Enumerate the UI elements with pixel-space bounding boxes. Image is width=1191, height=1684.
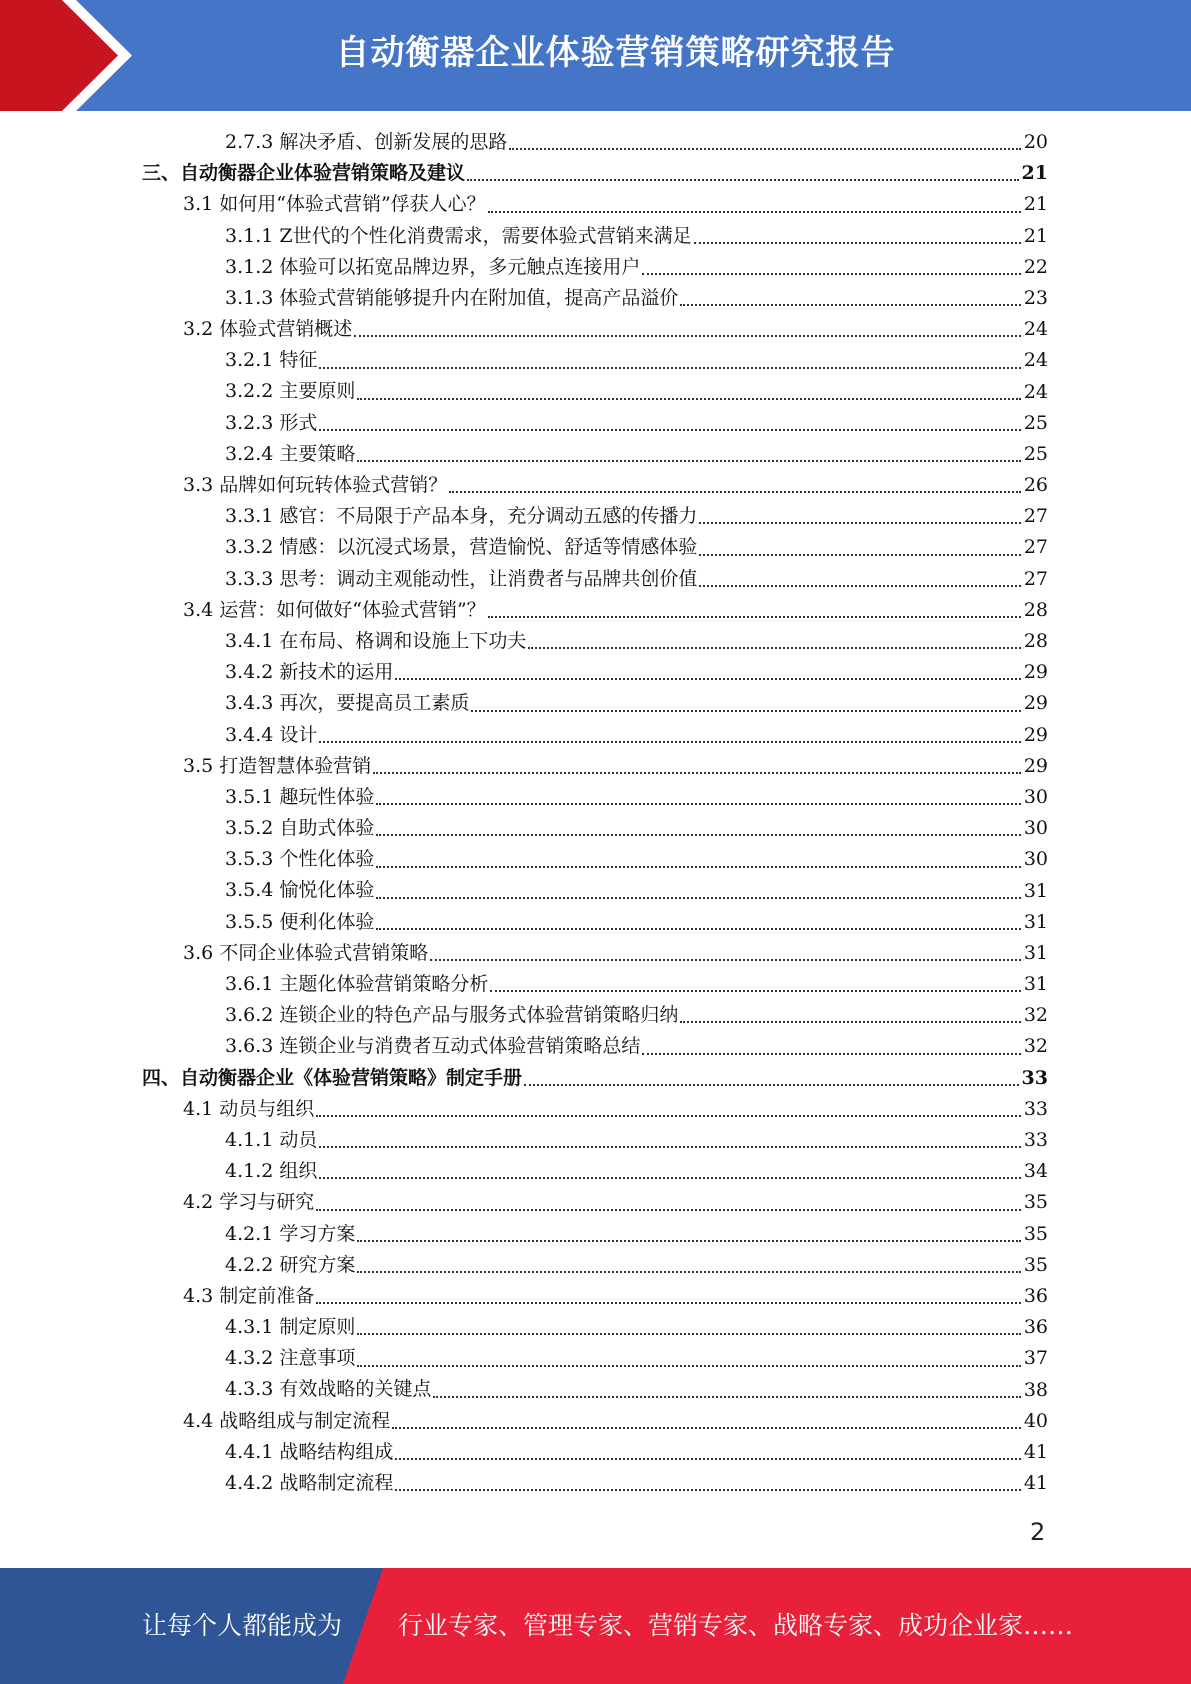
- toc-entry-title: 3.5 打造智慧体验营销: [183, 754, 372, 777]
- toc-entry-line: [225, 252, 1023, 283]
- dot-leader: [376, 858, 1020, 868]
- toc-entry[interactable]: [0, 470, 1191, 501]
- dot-leader: [316, 1294, 1021, 1304]
- toc-entry-page: 24: [1023, 380, 1048, 403]
- toc-entry[interactable]: [0, 876, 1191, 907]
- toc-entry-line: [142, 158, 1021, 189]
- toc-entry[interactable]: [0, 1250, 1191, 1281]
- toc-entry-page: 41: [1023, 1472, 1048, 1495]
- toc-entry-title: 3.4.1 在布局、格调和设施上下功夫: [225, 629, 527, 652]
- toc-entry-title: 3.1.2 体验可以拓宽品牌边界，多元触点连接用户: [225, 255, 641, 278]
- toc-entry-page: 25: [1023, 411, 1048, 434]
- dot-leader: [316, 1201, 1021, 1211]
- toc-entry[interactable]: [0, 1375, 1191, 1406]
- toc-entry[interactable]: [0, 1437, 1191, 1468]
- toc-entry-line: [142, 1063, 1021, 1094]
- toc-entry[interactable]: [0, 283, 1191, 314]
- toc-entry-line: [225, 532, 1023, 563]
- report-title: 自动衡器企业体验营销策略研究报告: [335, 33, 896, 73]
- toc-entry-page: 41: [1023, 1440, 1048, 1463]
- toc-entry-line: [225, 1468, 1023, 1499]
- toc-entry[interactable]: [0, 1094, 1191, 1125]
- toc-entry-line: [225, 813, 1023, 844]
- toc-entry-line: [225, 345, 1023, 376]
- toc-entry[interactable]: [0, 844, 1191, 875]
- toc-entry-title: 2.7.3 解决矛盾、创新发展的思路: [225, 130, 508, 153]
- toc-entry-title: 3.4.4 设计: [225, 723, 318, 746]
- page-footer: [0, 1568, 1191, 1684]
- toc-entry-page: 26: [1023, 474, 1048, 497]
- toc-entry-page: 33: [1021, 1066, 1048, 1089]
- dot-leader: [357, 1357, 1020, 1367]
- dot-leader: [430, 951, 1021, 961]
- dot-leader: [316, 1107, 1021, 1117]
- toc-entry-title: 3.2.2 主要原则: [225, 380, 356, 403]
- dot-leader: [319, 359, 1020, 369]
- toc-entry-title: 4.3.2 注意事项: [225, 1347, 356, 1370]
- toc-entry-line: [225, 127, 1023, 158]
- toc-entry[interactable]: [0, 1406, 1191, 1437]
- toc-entry-line: [183, 470, 1023, 501]
- toc-entry-page: 24: [1023, 349, 1048, 372]
- toc-entry-line: [225, 1000, 1023, 1031]
- toc-entry-page: 33: [1023, 1129, 1048, 1151]
- toc-entry-title: 4.2.1 学习方案: [225, 1222, 356, 1245]
- toc-entry-line: [183, 1406, 1023, 1437]
- dot-leader: [357, 1232, 1020, 1242]
- toc-entry-title: 3.1.3 体验式营销能够提升内在附加值，提高产品溢价: [225, 286, 679, 309]
- toc-entry-line: [183, 1281, 1023, 1312]
- toc-entry[interactable]: [0, 1000, 1191, 1031]
- dot-leader: [488, 203, 1021, 213]
- toc-entry[interactable]: [0, 813, 1191, 844]
- toc-entry-title: 4.4.2 战略制定流程: [225, 1472, 394, 1495]
- toc-entry[interactable]: [0, 1312, 1191, 1343]
- dot-leader: [357, 452, 1020, 462]
- toc-entry-title: 四、自动衡器企业《体验营销策略》制定手册: [142, 1066, 523, 1089]
- dot-leader: [376, 920, 1020, 930]
- dot-leader: [524, 1076, 1019, 1086]
- toc-entry[interactable]: [0, 1343, 1191, 1374]
- toc-entry-title: 3.1.1 Z世代的个性化消费需求，需要体验式营销来满足: [225, 224, 692, 247]
- toc-entry[interactable]: [0, 314, 1191, 345]
- toc-entry[interactable]: [0, 127, 1191, 158]
- toc-entry-page: 29: [1023, 692, 1048, 715]
- toc-entry[interactable]: [0, 1031, 1191, 1062]
- toc-entry-line: [225, 626, 1023, 657]
- toc-entry-page: 35: [1023, 1191, 1048, 1214]
- toc-entry-page: 27: [1023, 567, 1048, 590]
- toc-entry-page: 38: [1023, 1378, 1048, 1401]
- toc-entry-title: 3.6.2 连锁企业的特色产品与服务式体验营销策略归纳: [225, 1004, 679, 1027]
- toc-entry-title: 4.3 制定前准备: [183, 1284, 315, 1307]
- toc-entry-page: 37: [1023, 1347, 1048, 1370]
- toc-entry[interactable]: [0, 377, 1191, 408]
- toc-entry[interactable]: [0, 564, 1191, 595]
- toc-entry-page: 35: [1023, 1222, 1048, 1245]
- dot-leader: [528, 639, 1020, 649]
- dot-leader: [319, 733, 1020, 743]
- toc-entry-page: 34: [1023, 1160, 1048, 1183]
- toc-entry-title: 4.4.1 战略结构组成: [225, 1440, 394, 1463]
- toc-entry[interactable]: [0, 1125, 1191, 1156]
- toc-entry-title: 3.3.2 情感：以沉浸式场景，营造愉悦、舒适等情感体验: [225, 536, 698, 559]
- toc-entry-page: 21: [1023, 193, 1048, 216]
- toc-entry[interactable]: [0, 532, 1191, 563]
- toc-entry-page: 30: [1023, 848, 1048, 871]
- toc-entry-line: [225, 1031, 1023, 1062]
- toc-entry-line: [183, 189, 1023, 220]
- toc-entry-line: [225, 657, 1023, 688]
- toc-entry-page: 28: [1023, 598, 1048, 621]
- toc-entry-title: 3.6.3 连锁企业与消费者互动式体验营销策略总结: [225, 1035, 641, 1058]
- toc-entry-page: 29: [1023, 723, 1048, 746]
- toc-entry[interactable]: [0, 1281, 1191, 1312]
- dot-leader: [376, 795, 1020, 805]
- toc-entry-title: 4.1.1 动员: [225, 1128, 318, 1151]
- toc-entry-line: [225, 439, 1023, 470]
- toc-entry-page: 30: [1023, 817, 1048, 840]
- dot-leader: [319, 1169, 1020, 1179]
- dot-leader: [392, 1419, 1021, 1429]
- toc-entry-title: 3.4 运营：如何做好“体验式营销”？: [183, 598, 486, 621]
- toc-entry-line: [183, 595, 1023, 626]
- toc-entry-line: [225, 844, 1023, 875]
- table-of-contents: [0, 127, 1191, 1499]
- toc-entry-title: 4.3.3 有效战略的关键点: [225, 1378, 432, 1401]
- toc-entry-title: 3.2.4 主要策略: [225, 442, 356, 465]
- toc-entry-page: 31: [1023, 879, 1048, 902]
- dot-leader: [354, 327, 1021, 337]
- dot-leader: [467, 171, 1019, 181]
- toc-entry-line: [225, 876, 1023, 907]
- toc-entry-line: [225, 1219, 1023, 1250]
- dot-leader: [680, 1013, 1020, 1023]
- toc-entry-title: 3.5.4 愉悦化体验: [225, 879, 375, 902]
- toc-entry[interactable]: [0, 907, 1191, 938]
- toc-entry-line: [225, 283, 1023, 314]
- toc-entry-line: [225, 221, 1023, 252]
- dot-leader: [357, 1263, 1020, 1273]
- toc-entry-line: [225, 1125, 1023, 1156]
- toc-entry-title: 3.4.3 再次，要提高员工素质: [225, 692, 470, 715]
- toc-entry[interactable]: [0, 158, 1191, 189]
- toc-entry[interactable]: [0, 688, 1191, 719]
- arrow-chevron-icon: [0, 0, 150, 111]
- toc-entry-title: 4.3.1 制定原则: [225, 1316, 356, 1339]
- toc-entry-page: 36: [1023, 1316, 1048, 1339]
- toc-entry[interactable]: [0, 221, 1191, 252]
- toc-entry-line: [225, 1437, 1023, 1468]
- dot-leader: [433, 1388, 1020, 1398]
- dot-leader: [699, 577, 1020, 587]
- toc-entry-title: 3.5.3 个性化体验: [225, 848, 375, 871]
- toc-entry-line: [225, 501, 1023, 532]
- toc-entry[interactable]: [0, 1468, 1191, 1499]
- toc-entry-page: 31: [1023, 941, 1048, 964]
- toc-entry-title: 3.4.2 新技术的运用: [225, 661, 394, 684]
- toc-entry-title: 3.6 不同企业体验式营销策略: [183, 941, 429, 964]
- toc-entry-line: [225, 408, 1023, 439]
- toc-entry[interactable]: [0, 969, 1191, 1000]
- toc-entry-page: 29: [1023, 754, 1048, 777]
- toc-entry-line: [225, 1312, 1023, 1343]
- toc-entry-page: 27: [1023, 536, 1048, 559]
- dot-leader: [319, 421, 1020, 431]
- toc-entry-page: 22: [1023, 255, 1048, 278]
- toc-entry[interactable]: [0, 252, 1191, 283]
- footer-slogan-right: 行业专家、管理专家、营销专家、战略专家、成功企业家……: [398, 1611, 1074, 1640]
- toc-entry-title: 3.5.1 趣玩性体验: [225, 785, 375, 808]
- toc-entry-title: 3.6.1 主题化体验营销策略分析: [225, 973, 489, 996]
- toc-entry-title: 3.3 品牌如何玩转体验式营销？: [183, 474, 448, 497]
- toc-entry-page: 29: [1023, 661, 1048, 684]
- toc-entry-page: 23: [1023, 286, 1048, 309]
- toc-entry[interactable]: [0, 626, 1191, 657]
- toc-entry-page: 20: [1023, 131, 1048, 153]
- dot-leader: [449, 483, 1021, 493]
- page-header: [0, 0, 1191, 111]
- toc-entry[interactable]: [0, 751, 1191, 782]
- dot-leader: [699, 514, 1020, 524]
- toc-entry[interactable]: [0, 720, 1191, 751]
- toc-entry[interactable]: [0, 1219, 1191, 1250]
- page-number: 2: [1030, 1518, 1046, 1546]
- toc-entry-page: 35: [1023, 1253, 1048, 1276]
- toc-entry-title: 3.2.1 特征: [225, 349, 318, 372]
- toc-entry[interactable]: [0, 189, 1191, 220]
- toc-entry-line: [225, 969, 1023, 1000]
- toc-entry[interactable]: [0, 595, 1191, 626]
- dot-leader: [357, 390, 1020, 400]
- toc-entry-title: 3.3.3 思考：调动主观能动性，让消费者与品牌共创价值: [225, 567, 698, 590]
- toc-entry[interactable]: [0, 345, 1191, 376]
- dot-leader: [373, 764, 1021, 774]
- toc-entry-page: 36: [1023, 1284, 1048, 1307]
- footer-slogan-left: 让每个人都能成为: [142, 1611, 343, 1640]
- dot-leader: [642, 265, 1020, 275]
- toc-entry-line: [225, 720, 1023, 751]
- toc-entry-page: 31: [1023, 910, 1048, 933]
- toc-entry-title: 3.5.2 自助式体验: [225, 817, 375, 840]
- dot-leader: [642, 1045, 1020, 1055]
- toc-entry-title: 三、自动衡器企业体验营销策略及建议: [142, 162, 466, 185]
- dot-leader: [319, 1138, 1020, 1148]
- toc-entry-page: 30: [1023, 785, 1048, 808]
- toc-entry-page: 32: [1023, 1035, 1048, 1058]
- toc-entry-line: [225, 564, 1023, 595]
- toc-entry[interactable]: [0, 1156, 1191, 1187]
- toc-entry-line: [225, 1375, 1023, 1406]
- toc-entry[interactable]: [0, 1187, 1191, 1218]
- dot-leader: [395, 1481, 1020, 1491]
- toc-entry[interactable]: [0, 782, 1191, 813]
- toc-entry-line: [183, 1187, 1023, 1218]
- dot-leader: [471, 702, 1020, 712]
- toc-entry-title: 4.1.2 组织: [225, 1160, 318, 1183]
- toc-entry-title: 4.4 战略组成与制定流程: [183, 1409, 391, 1432]
- dot-leader: [699, 546, 1020, 556]
- toc-entry-title: 4.1 动员与组织: [183, 1097, 315, 1120]
- toc-entry-title: 4.2 学习与研究: [183, 1191, 315, 1214]
- toc-entry-line: [225, 907, 1023, 938]
- dot-leader: [509, 140, 1020, 150]
- toc-entry-line: [225, 1250, 1023, 1281]
- toc-entry-page: 25: [1023, 442, 1048, 465]
- toc-entry-title: 4.2.2 研究方案: [225, 1253, 356, 1276]
- toc-entry[interactable]: [0, 439, 1191, 470]
- toc-entry-page: 27: [1023, 505, 1048, 528]
- toc-entry-title: 3.1 如何用“体验式营销”俘获人心？: [183, 193, 486, 216]
- toc-entry[interactable]: [0, 1063, 1191, 1094]
- toc-entry[interactable]: [0, 501, 1191, 532]
- toc-entry-title: 3.2.3 形式: [225, 411, 318, 434]
- toc-entry-page: 21: [1023, 224, 1048, 247]
- toc-entry-title: 3.3.1 感官：不局限于产品本身，充分调动五感的传播力: [225, 505, 698, 528]
- dot-leader: [376, 889, 1020, 899]
- toc-entry-title: 3.2 体验式营销概述: [183, 318, 353, 341]
- toc-entry-page: 21: [1021, 162, 1048, 185]
- toc-entry[interactable]: [0, 657, 1191, 688]
- toc-entry-line: [225, 377, 1023, 408]
- toc-entry-page: 33: [1023, 1097, 1048, 1120]
- dot-leader: [376, 826, 1020, 836]
- toc-entry-line: [225, 1156, 1023, 1187]
- toc-entry-page: 40: [1023, 1409, 1048, 1432]
- toc-entry[interactable]: [0, 938, 1191, 969]
- toc-entry-title: 3.5.5 便利化体验: [225, 910, 375, 933]
- toc-entry-line: [183, 751, 1023, 782]
- toc-entry-page: 32: [1023, 1004, 1048, 1027]
- dot-leader: [680, 296, 1020, 306]
- dot-leader: [357, 1325, 1020, 1335]
- toc-entry-page: 24: [1023, 318, 1048, 341]
- toc-entry-line: [183, 1094, 1023, 1125]
- toc-entry-line: [183, 314, 1023, 345]
- toc-entry-line: [225, 688, 1023, 719]
- dot-leader: [694, 234, 1021, 244]
- toc-entry-line: [183, 938, 1023, 969]
- dot-leader: [490, 982, 1020, 992]
- toc-entry[interactable]: [0, 408, 1191, 439]
- toc-entry-page: 31: [1023, 973, 1048, 996]
- toc-entry-line: [225, 1343, 1023, 1374]
- dot-leader: [395, 1450, 1020, 1460]
- toc-entry-line: [225, 782, 1023, 813]
- toc-entry-page: 28: [1023, 630, 1048, 652]
- dot-leader: [488, 608, 1021, 618]
- dot-leader: [395, 670, 1020, 680]
